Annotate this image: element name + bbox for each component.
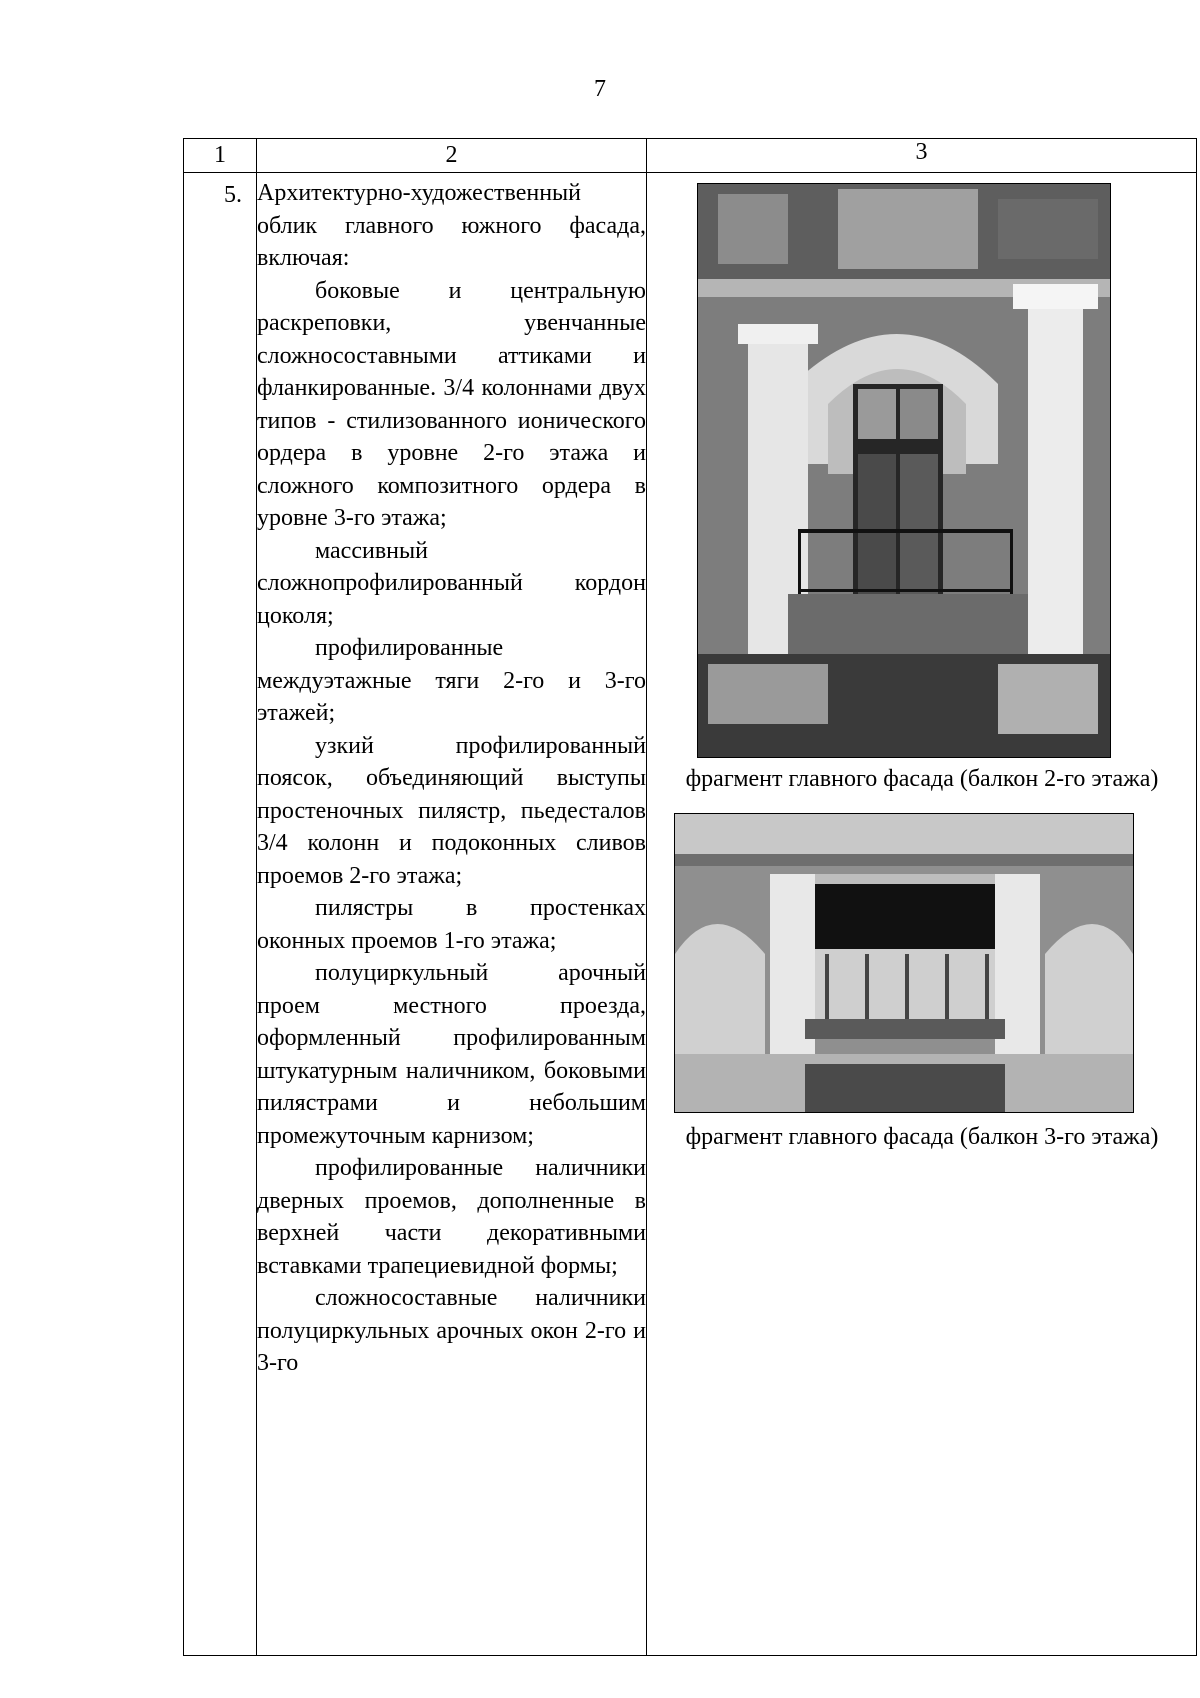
table-row — [184, 173, 1197, 1656]
paragraph: профилированные междуэтажные тяги 2-го и 3-го этажей; — [257, 635, 646, 726]
paragraph: сложносоставные наличники полуциркульных арочных окон 2-го и 3-го — [257, 1285, 646, 1376]
images-cell — [647, 173, 1197, 1656]
description-text — [257, 177, 646, 1380]
heritage-table — [183, 138, 1197, 1656]
page-number: 7 — [594, 76, 606, 102]
paragraph: боковые и центральную раскреповки, увенчанные сложносоставными аттиками и фланкированные. 3/4 колоннами двух типов - стилизованного ионического ордера в уровне 2-го этажа и сложного композитного ордера в уровне 3-го этажа; — [257, 277, 646, 531]
header-col-1: 1 — [184, 139, 257, 173]
paragraph: Архитектурно-художественный облик главного южного фасада, включая: — [257, 180, 646, 271]
paragraph: узкий профилированный поясок, объединяющий выступы простеночных пилястр, пьедесталов 3/4 колонн и подоконных сливов проемов 2-го этажа; — [257, 732, 646, 889]
table-header-row — [184, 139, 1197, 173]
paragraph: профилированные наличники дверных проемов, дополненные в верхней части декоративными вставками трапециевидной формы; — [257, 1155, 646, 1279]
balcony-2nd-floor-photo — [697, 183, 1111, 758]
paragraph: пилястры в простенках оконных проемов 1-го этажа; — [257, 895, 646, 954]
paragraph: полуциркульный арочный проем местного проезда, оформленный профилированным штукатурным наличником, боковыми пилястрами и небольшим промежуточным карнизом; — [257, 960, 646, 1149]
paragraph: массивный сложнопрофилированный кордон цоколя; — [257, 537, 646, 629]
description-cell — [257, 173, 647, 1656]
photo-caption-2: фрагмент главного фасада (балкон 3-го этажа) — [685, 1124, 1159, 1150]
photo-caption-1: фрагмент главного фасада (балкон 2-го этажа) — [685, 766, 1159, 792]
balcony-3rd-floor-photo — [674, 813, 1134, 1113]
row-number: 5. — [184, 173, 257, 1656]
header-col-3: 3 — [647, 139, 1197, 173]
header-col-2: 2 — [257, 139, 647, 173]
